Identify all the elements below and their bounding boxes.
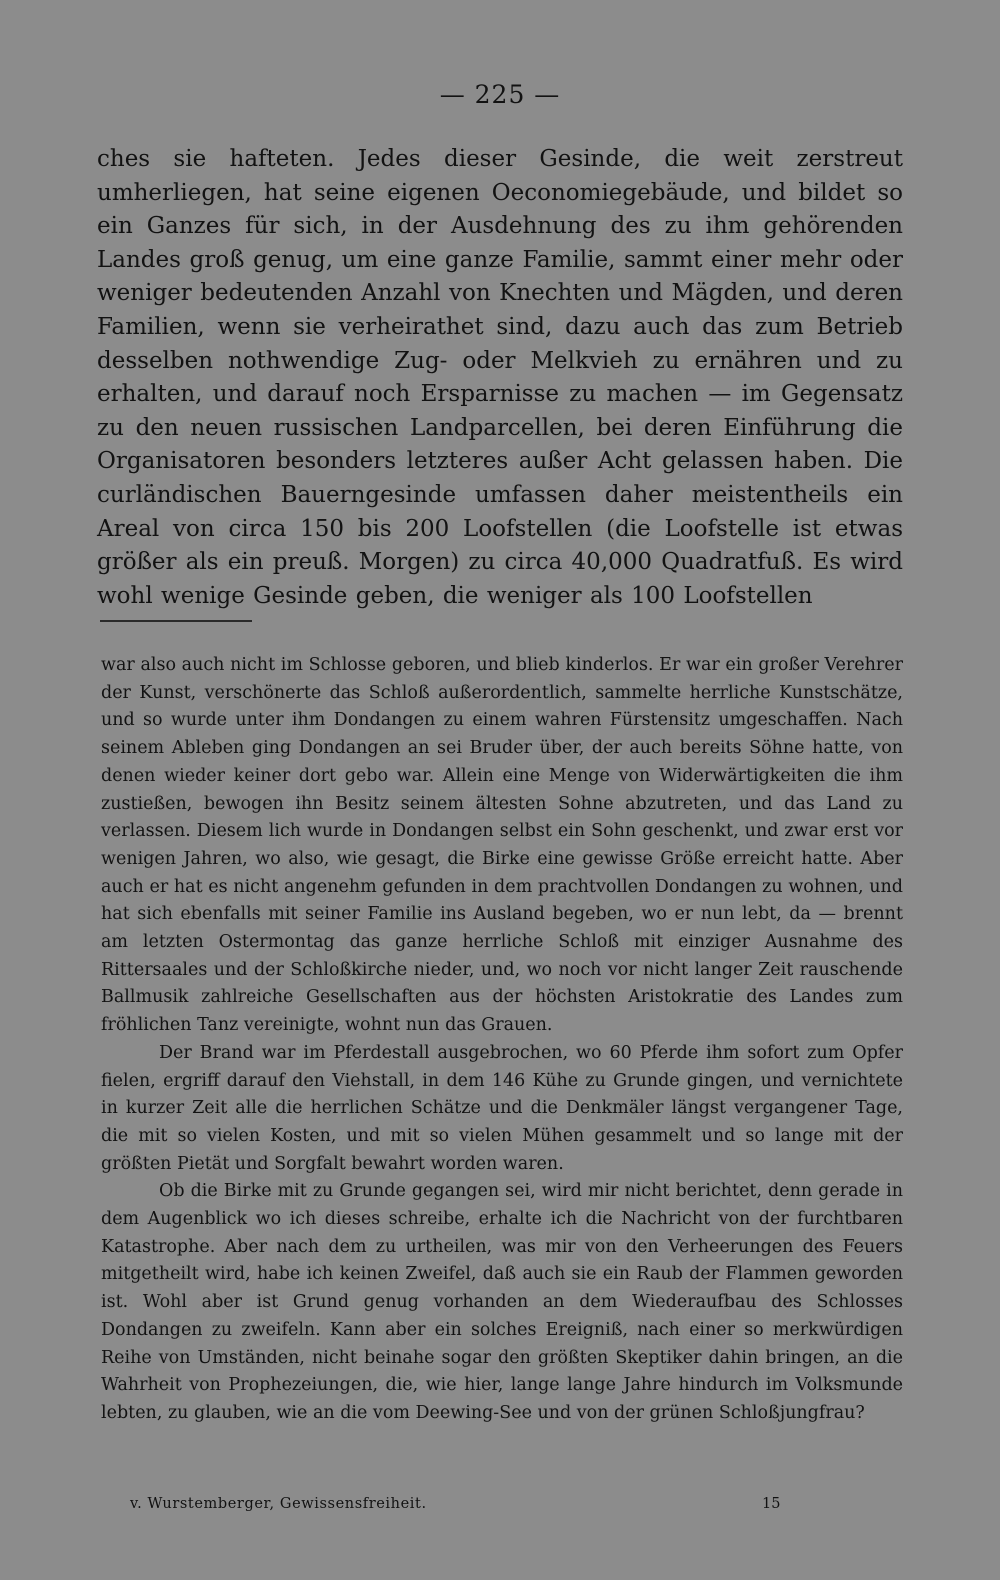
footnote-divider	[100, 620, 252, 622]
footnote-paragraph-2: Der Brand war im Pferdestall ausgebrochen, wo 60 Pferde ihm sofort zum Opfer fielen, ergriff darauf den Viehstall, in dem 146 Kühe zu Grunde gingen, und vernichtete in kurzer Zeit alle die herrlichen Schätze und die Denkmäler längst vergangener Tage, die mit so vielen Kosten, und mit so vielen Mühen gesammelt und so lange mit der größten Pietät und Sorgfalt bewahrt worden waren.	[101, 1042, 903, 1174]
signature-mark: 15	[762, 1496, 781, 1512]
footnote-paragraph-3: Ob die Birke mit zu Grunde gegangen sei, wird mir nicht berichtet, denn gerade in dem Augenblick wo ich dieses schreibe, erhalte ich die Nachricht von der furchtbaren Katastrophe. Aber nach dem zu urtheilen, was mir von den Verheerungen des Feuers mitgetheilt wird, habe ich keinen Zweifel, daß auch sie ein Raub der Flammen geworden ist. Wohl aber ist Grund genug vorhanden an dem Wiederaufbau des Schlosses Dondangen zu zweifeln. Kann aber ein solches Ereigniß, nach einer so merkwürdigen Reihe von Umständen, nicht beinahe sogar den größten Skeptiker dahin bringen, an die Wahrheit von Prophezeiungen, die, wie hier, lange lange Jahre hindurch im Volksmunde lebten, zu glauben, wie an die vom Deewing-See und von der grünen Schloßjungfrau?	[101, 1181, 903, 1423]
footnote-paragraph-1: war also auch nicht im Schlosse geboren, und blieb kinderlos. Er war ein großer Verehrer der Kunst, verschönerte das Schloß außerordentlich, sammelte herrliche Kunstschätze, und so wurde unter ihm Dondangen zu einem wahren Fürstensitz umgeschaffen. Nach seinem Ableben ging Dondangen an sei Bruder über, der auch bereits Söhne hatte, von denen wieder keiner dort gebo war. Allein eine Menge von Widerwärtigkeiten die ihm zustießen, bewogen ihn Besitz seinem ältesten Sohne abzutreten, und das Land zu verlassen. Diesem lich wurde in Dondangen selbst ein Sohn geschenkt, und zwar erst vor wenigen Jahren, wo also, wie gesagt, die Birke eine gewisse Größe erreicht hatte. Aber auch er hat es nicht angenehm gefunden in dem prachtvollen Dondangen zu wohnen, und hat sich ebenfalls mit seiner Familie ins Ausland begeben, wo er nun lebt, da — brennt am letzten Ostermontag das ganze herrliche Schloß mit einziger Ausnahme des Rittersaales und der Schloßkirche nieder, und, wo noch vor nicht langer Zeit rauschende Ballmusik zahlreiche Gesellschaften aus der höchsten Aristokratie des Landes zum fröhlichen Tanz vereinigte, wohnt nun das Grauen.	[101, 655, 903, 1036]
footnote-block	[101, 652, 903, 1428]
signature-line: v. Wurstemberger, Gewissensfreiheit.	[130, 1496, 427, 1512]
page-number: — 225 —	[439, 80, 561, 109]
main-text-paragraph: ches sie hafteten. Jedes dieser Gesinde, die weit zerstreut umherliegen, hat seine eigenen Oeconomiegebäude, und bildet so ein Ganzes für sich, in der Ausdehnung des zu ihm gehörenden Landes groß genug, um eine ganze Familie, sammt einer mehr oder weniger bedeutenden Anzahl von Knechten und Mägden, und deren Familien, wenn sie verheirathet sind, dazu auch das zum Betrieb desselben nothwendige Zug- oder Melkvieh zu ernähren und zu erhalten, und darauf noch Ersparnisse zu machen — im Gegensatz zu den neuen russischen Landparcellen, bei deren Einführung die Organisatoren besonders letzteres außer Acht gelassen haben. Die curländischen Bauerngesinde umfassen daher meistentheils ein Areal von circa 150 bis 200 Loofstellen (die Loofstelle ist etwas größer als ein preuß. Morgen) zu circa 40,000 Quadratfuß. Es wird wohl wenige Gesinde geben, die weniger als 100 Loofstellen	[97, 146, 903, 609]
